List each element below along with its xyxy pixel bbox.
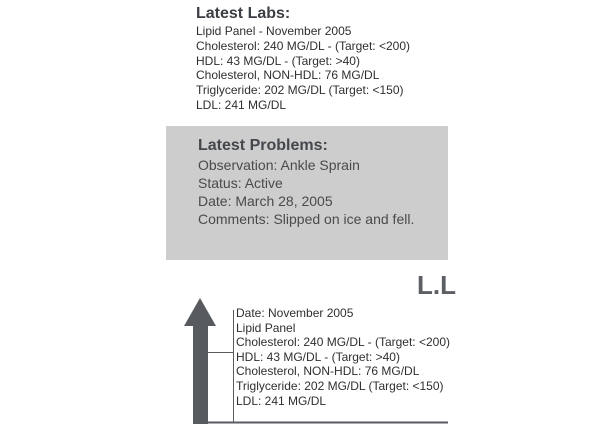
labs-line-cholesterol: Cholesterol: 240 MG/DL - (Target: <200) [196,38,410,53]
entry-triglyceride: Triglyceride: 202 MG/DL (Target: <150) [236,378,444,393]
arrow-shaft [193,325,208,424]
latest-problems-panel [166,126,448,260]
entry-date: Date: November 2005 [236,306,354,320]
labs-line-panel: Lipid Panel - November 2005 [196,24,352,38]
entry-cholesterol: Cholesterol: 240 MG/DL - (Target: <200) [236,335,450,350]
arrow-head [184,298,216,326]
problem-comments: Comments: Slipped on ice and fell. [198,211,415,227]
section-heading: L.L [417,270,456,300]
latest-labs-title: Latest Labs: [196,5,291,22]
timeline-entry-details [236,306,448,408]
entry-ldl: LDL: 241 MG/DL [236,393,327,408]
labs-line-non-hdl: Cholesterol, NON-HDL: 76 MG/DL [196,68,380,83]
labs-line-ldl: LDL: 241 MG/DL [196,97,287,112]
latest-problems-title: Latest Problems: [198,137,328,154]
problems-details [198,156,414,228]
problem-status: Status: Active [198,175,283,191]
problem-date: Date: March 28, 2005 [198,193,333,209]
problem-observation: Observation: Ankle Sprain [198,157,360,173]
entry-non-hdl: Cholesterol, NON-HDL: 76 MG/DL [236,364,420,379]
labs-line-triglyceride: Triglyceride: 202 MG/DL (Target: <150) [196,83,404,98]
entry-panel: Lipid Panel [236,320,296,335]
labs-line-hdl: HDL: 43 MG/DL - (Target: >40) [196,53,360,68]
entry-hdl: HDL: 43 MG/DL - (Target: >40) [236,349,400,364]
latest-labs-section [196,4,496,113]
